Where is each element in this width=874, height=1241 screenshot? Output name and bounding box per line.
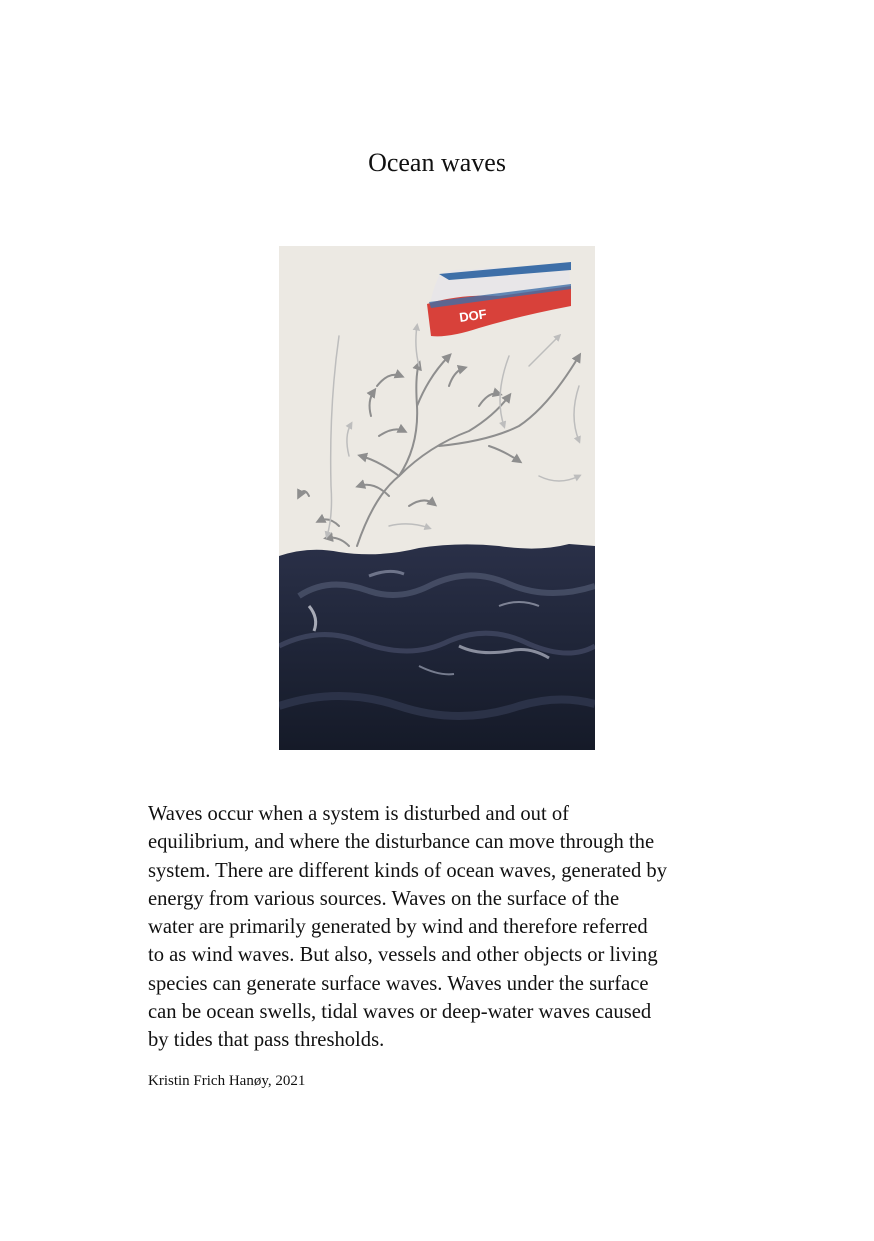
body-line: equilibrium, and where the disturbance can move through the bbox=[148, 831, 655, 854]
sea-photo bbox=[279, 544, 595, 750]
author-credit: Kristin Frich Hanøy, 2021 bbox=[148, 1073, 306, 1089]
ship-lettering: DOF bbox=[458, 306, 488, 325]
body-text bbox=[148, 800, 738, 1055]
page-title: Ocean waves bbox=[368, 148, 506, 177]
body-line: by tides that pass thresholds. bbox=[148, 1029, 385, 1052]
body-line: species can generate surface waves. Waves under the surface bbox=[148, 972, 649, 995]
body-line: system. There are different kinds of ocean waves, generated by bbox=[148, 859, 668, 882]
artwork-collage bbox=[279, 246, 595, 750]
body-line: water are primarily generated by wind and therefore referred bbox=[148, 916, 648, 939]
body-line: can be ocean swells, tidal waves or deep-water waves caused bbox=[148, 1001, 652, 1024]
body-line: energy from various sources. Waves on the surface of the bbox=[148, 887, 620, 910]
body-line: to as wind waves. But also, vessels and other objects or living bbox=[148, 944, 658, 967]
body-line: Waves occur when a system is disturbed and out of bbox=[148, 803, 569, 825]
